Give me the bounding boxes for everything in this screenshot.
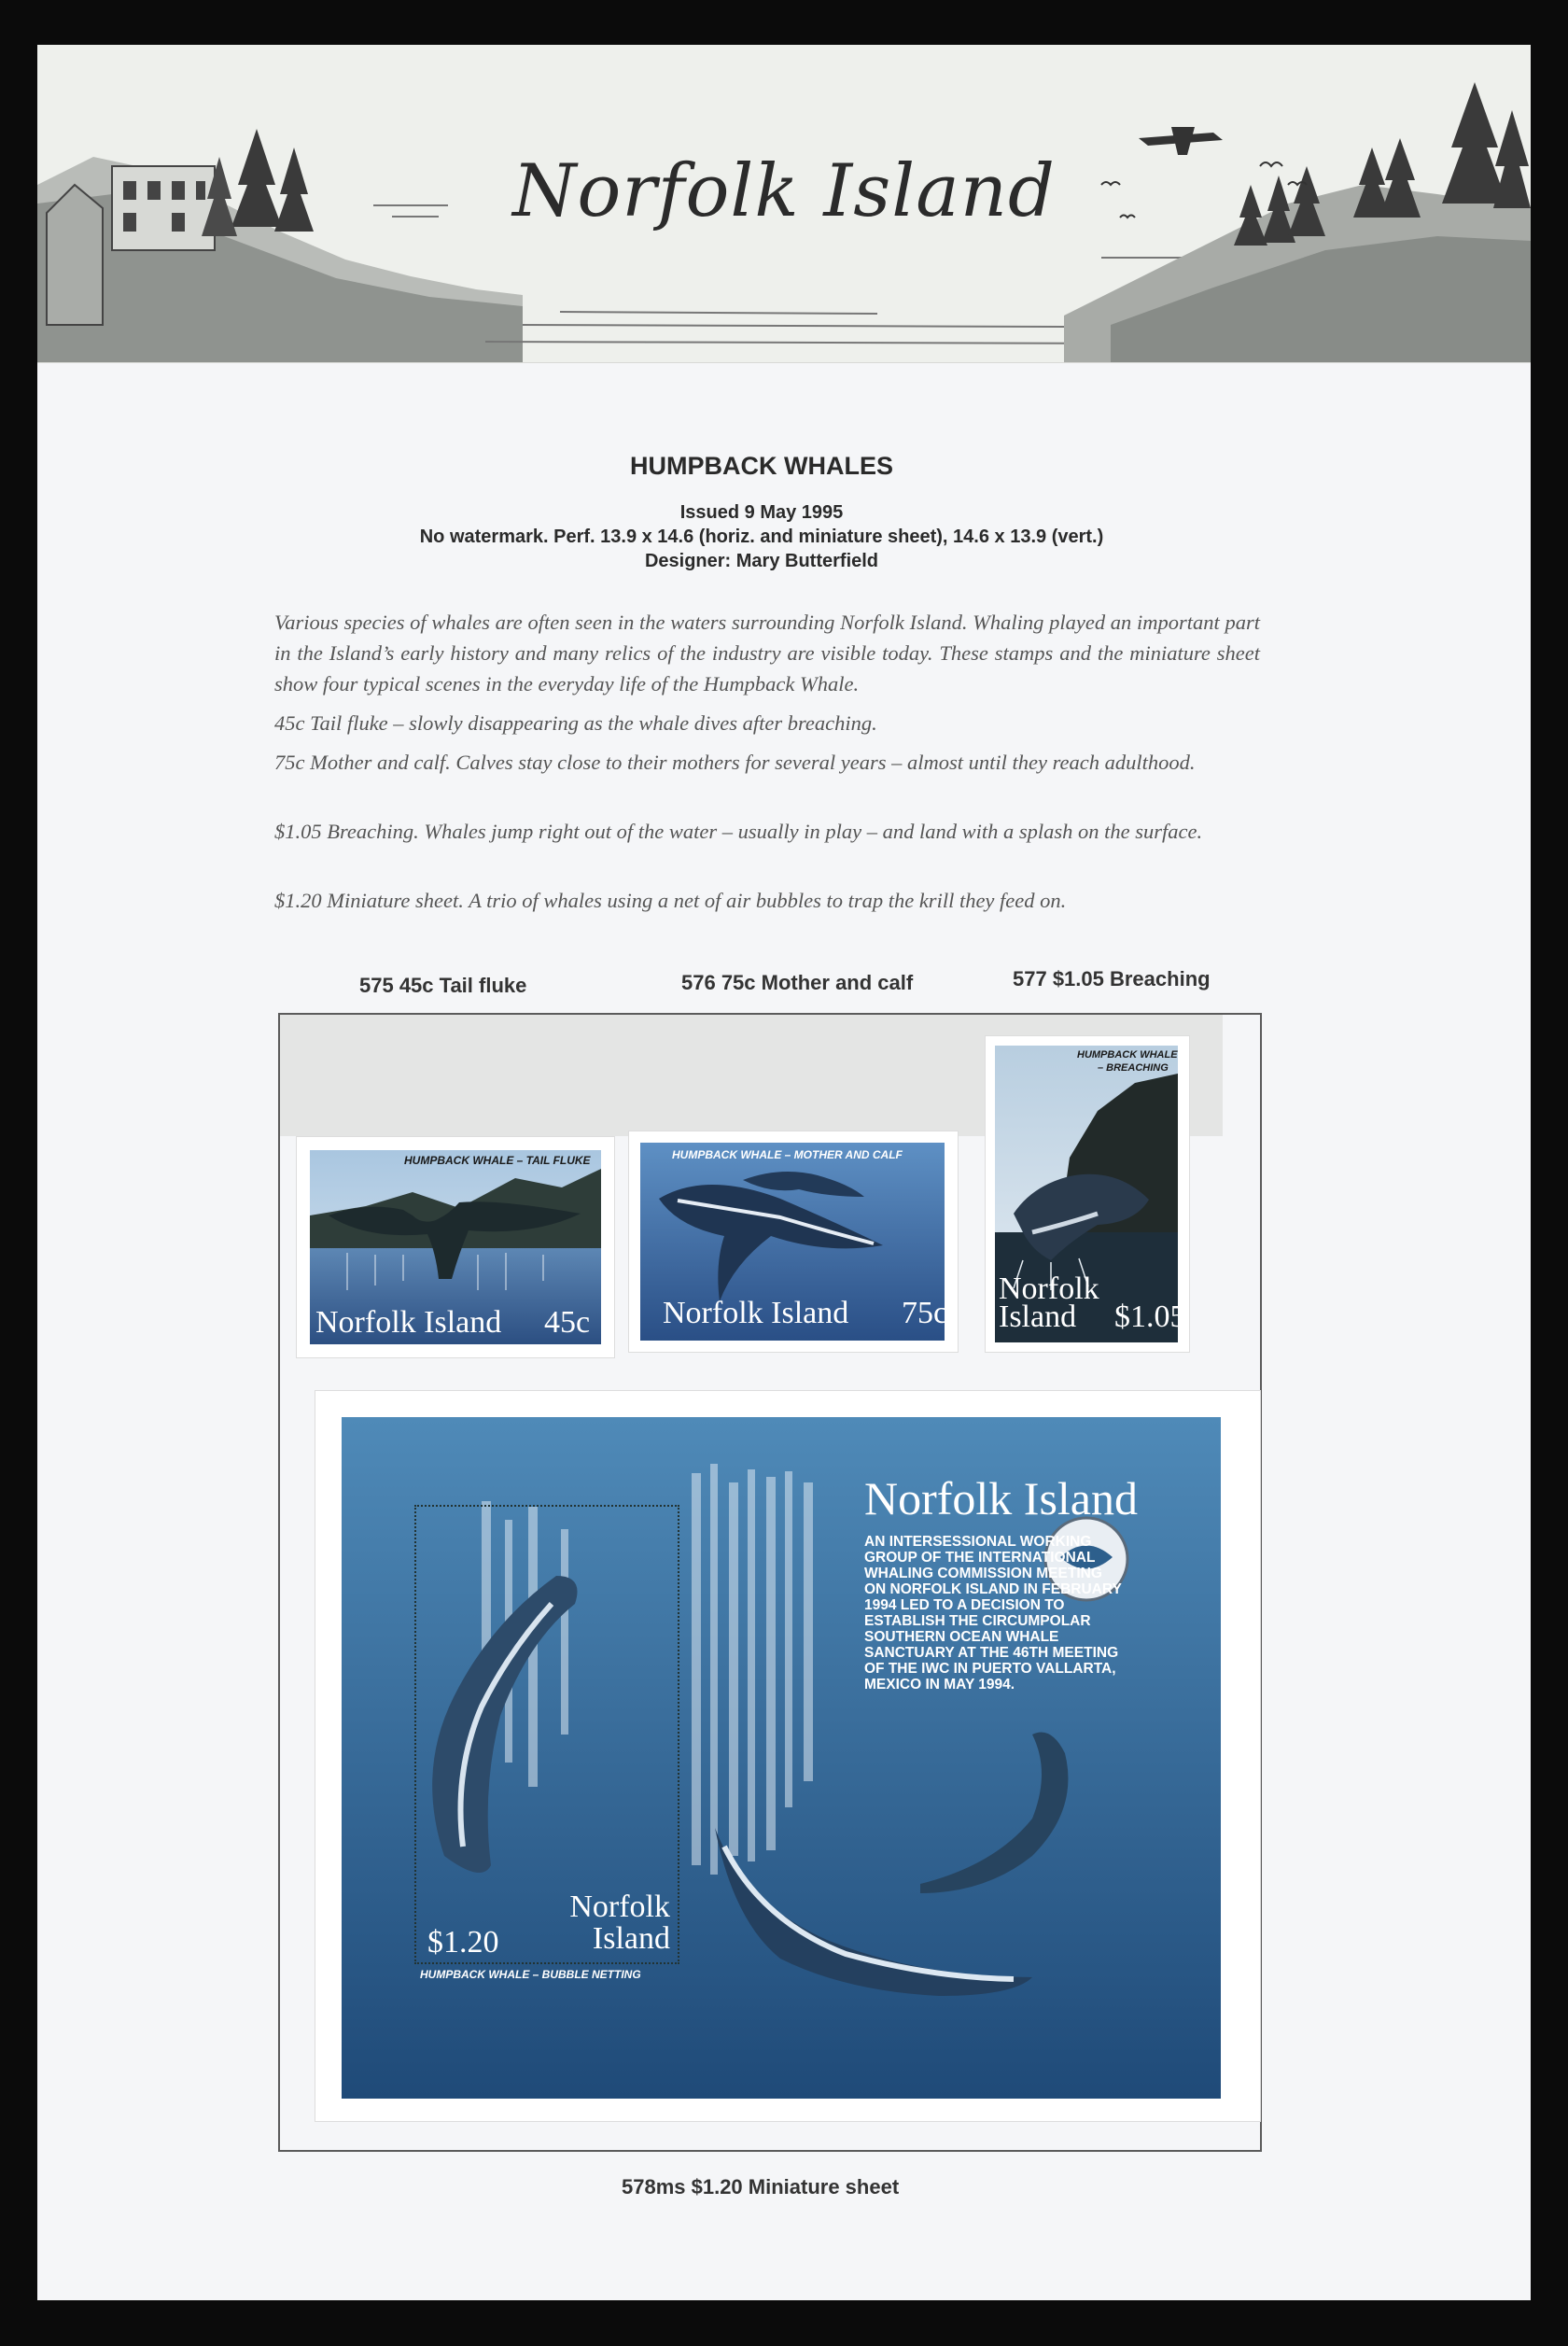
caption-577: 577 $1.05 Breaching [1013,967,1211,990]
perforation-info: No watermark. Perf. 13.9 x 14.6 (horiz. and miniature sheet), 14.6 x 13.9 (vert.) [419,527,1104,547]
page-title: HUMPBACK WHALES [630,452,893,480]
banner-title: Norfolk Island [512,149,1056,233]
stamp-577-title-1: HUMPBACK WHALE [1077,1049,1178,1061]
caption-578: 578ms $1.20 Miniature sheet [622,2175,900,2198]
caption-576: 576 75c Mother and calf [681,971,914,994]
stamp-576-title: HUMPBACK WHALE – MOTHER AND CALF [672,1148,903,1161]
paragraph-120: $1.20 Miniature sheet. A trio of whales using a net of air bubbles to trap the krill they feed on. [274,889,1067,912]
sheet-artwork [342,1417,1221,2099]
caption-575: 575 45c Tail fluke [359,974,527,997]
issue-date: Issued 9 May 1995 [679,502,844,523]
stamp-575-value: 45c [544,1305,591,1340]
stamp-577-title-2: – BREACHING [1098,1062,1169,1074]
miniature-sheet-578 [315,1391,1260,2121]
stamp-575 [297,1137,614,1357]
stamp-577-country-2: Island [999,1299,1077,1334]
stamp-577-value: $1.05 [1114,1299,1186,1334]
stamp-576-country: Norfolk Island [663,1296,849,1330]
sheet-country-name: Norfolk Island [864,1472,1138,1524]
stamp-575-country: Norfolk Island [315,1305,502,1340]
header-banner [37,45,1531,363]
sheet-stamp-country-2: Island [592,1921,670,1956]
sheet-stamp-country [569,1891,670,1955]
sheet-stamp-country-1: Norfolk [569,1889,670,1924]
sheet-stamp-value: $1.20 [427,1925,499,1960]
paragraph-45c: 45c Tail fluke – slowly disappearing as the whale dives after breaching. [274,711,877,735]
stamp-576-value: 75c [902,1296,948,1330]
stamp-577 [986,1036,1189,1352]
album-page [37,45,1531,2300]
paragraph-75c: 75c Mother and calf. Calves stay close to their mothers for several years – almost until they reach adulthood. [274,751,1196,774]
designer-info: Designer: Mary Butterfield [644,551,879,571]
sheet-stamp-120 [414,1505,679,1981]
sheet-stamp-title: HUMPBACK WHALE – BUBBLE NETTING [420,1968,641,1981]
intro-paragraph: Various species of whales are often seen in the waters surrounding Norfolk Island. Whaling played an important part in the Island’s early history and many relics of the industry are visible today. These stamps and the miniature sheet show four typical scenes in the everyday life of the Humpback Whale. [274,611,1260,695]
paragraph-105: $1.05 Breaching. Whales jump right out of the water – usually in play – and land with a splash on the surface. [274,820,1203,843]
stamp-577-country-1: Norfolk [999,1271,1099,1306]
sheet-commemorative-text: AN INTERSESSIONAL WORKING GROUP OF THE INTERNATIONAL WHALING COMMISSION MEETING ON NORFOLK ISLAND IN FEBRUARY 1994 LED TO A DECISION TO ESTABLISH THE CIRCUMPOLAR SOUTHERN OCEAN WHALE SANCTUARY AT THE 46TH MEETING OF THE IWC IN PUERTO VALLARTA, MEXICO IN MAY 1994. [864,1534,1122,1693]
stamp-576 [629,1131,958,1352]
stamp-575-title: HUMPBACK WHALE – TAIL FLUKE [404,1154,591,1167]
